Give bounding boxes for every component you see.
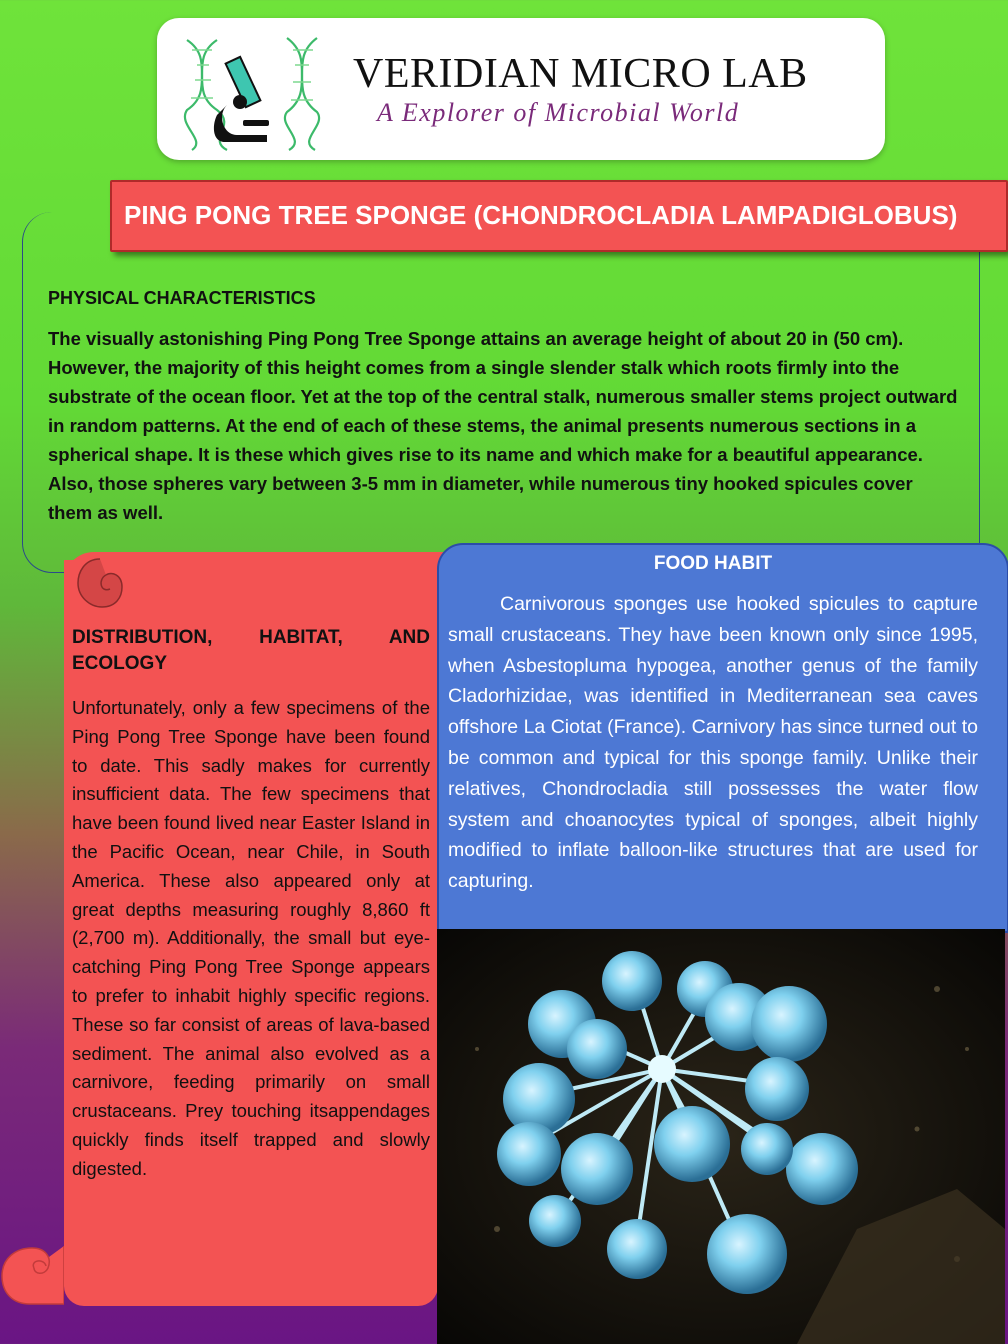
distribution-body: Unfortunately, only a few specimens of the Ping Pong Tree Sponge have been found to date. This sadly makes for currently insufficient data. The few specimens that have been found lived near Easter Island in the Pacific Ocean, near Chile, in South America. These also appeared only at great depths measuring roughly 8,860 ft (2,700 m). Additionally, the small but eye-catching Ping Pong Tree Sponge appears to prefer to inhabit highly specific regions. These so far consist of areas of lava-based sediment. The animal also evolved as a carnivore, feeding primarily on small crustaceans. Prey touching itsappendages quickly finds itself trapped and slowly digested. (72, 697, 430, 1179)
food-habit-panel (437, 543, 1008, 933)
food-heading: FOOD HABIT (653, 553, 773, 574)
microscope-dna-logo (177, 30, 327, 152)
distribution-heading: DISTRIBUTION, HABITAT, AND (72, 627, 430, 648)
sponge-photo (437, 929, 1005, 1344)
physical-body: The visually astonishing Ping Pong Tree Sponge attains an average height of about 20 in (50 cm). However, the majority of this height comes from a single slender stalk which roots firmly into the substrate of the ocean floor. Yet at the top of the central stalk, numerous smaller stems project outward in random patterns. At the end of each of these stems, the animal presents numerous sections in a spherical shape. It is these which gives rise to its name and which make for a beautiful appearance. Also, those spheres vary between 3-5 mm in diameter, while numerous tiny hooked spicules cover them as well. (48, 328, 958, 523)
lab-tagline: A Explorer of Microbial World (377, 98, 740, 127)
sponge-illustration (437, 929, 1005, 1344)
food-body: Carnivorous sponges use hooked spicules to capture small crustaceans. They have been known only since 1995, when Asbestopluma hypogea, another genus of the family Cladorhizidae, was identified in Mediterranean sea caves offshore La Ciotat (France). Carnivory has since turned out to be common and typical for this sponge family. Unlike their relatives, Chondrocladia still possesses the water flow system and choanocytes typical of sponges, albeit highly modified to inflate balloon-like structures that are used for capturing. (448, 593, 978, 893)
header-card (157, 18, 885, 160)
distribution-heading-line2: ECOLOGY (72, 653, 168, 674)
title-banner (110, 180, 1008, 252)
page-title: PING PONG TREE SPONGE (CHONDROCLADIA LAMPADIGLOBUS) (124, 200, 958, 230)
scroll-curl-icon (76, 553, 124, 613)
lab-name: VERIDIAN MICRO LAB (353, 51, 808, 97)
scroll-curl-bottom-icon (0, 1244, 64, 1306)
physical-heading: PHYSICAL CHARACTERISTICS (48, 288, 316, 308)
